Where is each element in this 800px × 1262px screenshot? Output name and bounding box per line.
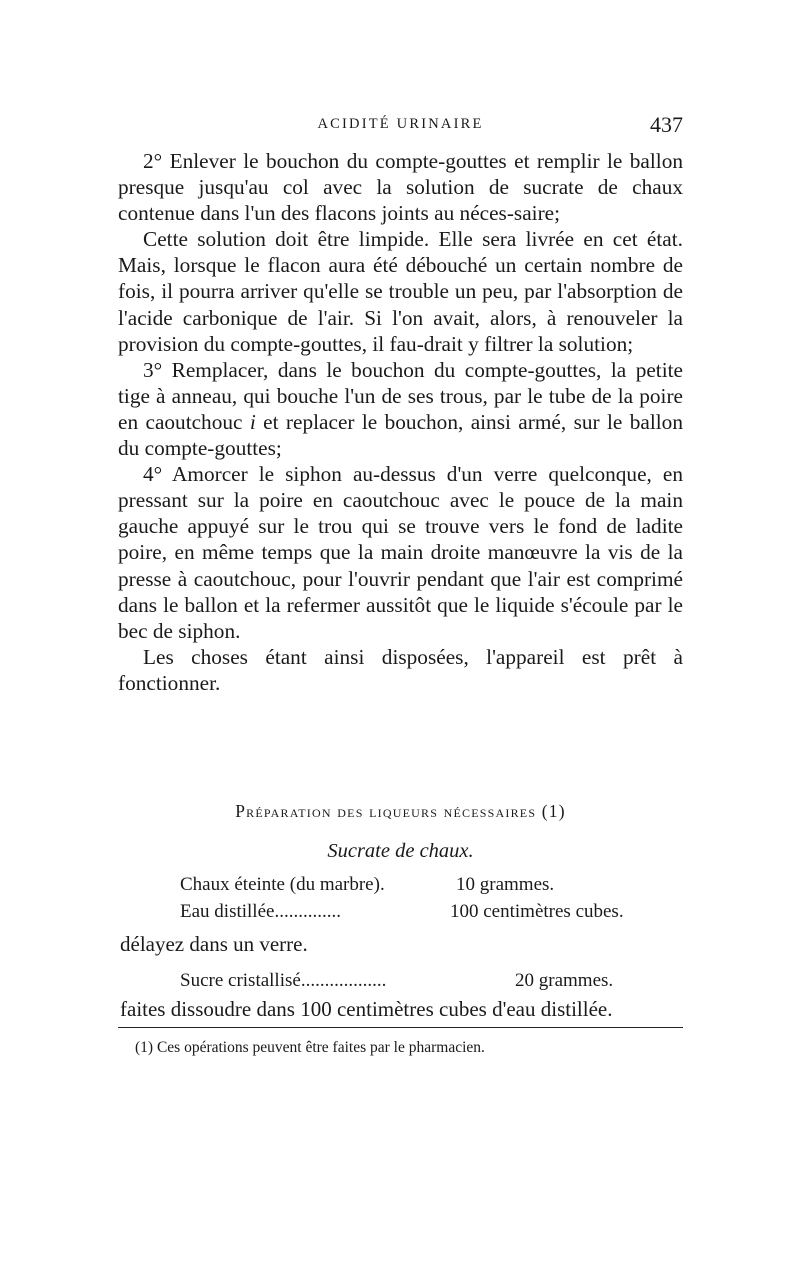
page-number: 437 bbox=[650, 112, 683, 137]
paragraph-solution-note: Cette solution doit être limpide. Elle sera livrée en cet état. Mais, lorsque le flacon aura été débouché un certain nombre de fois, il pourra arriver qu'elle se trouble un peu, par l'absorption de l'acide carbonique de l'air. Si l'on avait, alors, à renouveler la provision du compte-gouttes, il fau-drait y filtrer la solution; bbox=[118, 227, 683, 356]
instruction-dissoudre: faites dissoudre dans 100 centimètres cubes d'eau distillée. bbox=[120, 997, 613, 1021]
recipe-quantity: 100 centimètres cubes. bbox=[450, 901, 624, 922]
paragraph-step-4: 4° Amorcer le siphon au-dessus d'un verre quelconque, en pressant sur la poire en caoutchouc avec le pouce de la main gauche appuyé sur le trou qui se trouve vers le fond de ladite poire, en même temps que la main droite manœuvre la vis de la presse à caoutchouc, pour l'ouvrir pendant que l'air est comprimé dans le ballon et la refermer aussitôt que le liquide s'écoule par le bec de siphon. bbox=[118, 462, 683, 643]
recipe-ingredient: Chaux éteinte (du marbre). bbox=[180, 874, 385, 895]
paragraph-step-2: 2° Enlever le bouchon du compte-gouttes et remplir le ballon presque jusqu'au col avec la solution de sucrate de chaux contenue dans l'un des flacons joints au néces-saire; bbox=[118, 149, 683, 226]
footnote: (1) Ces opérations peuvent être faites par le pharmacien. bbox=[135, 1039, 485, 1056]
body-text bbox=[118, 148, 683, 696]
italic-letter-i: i bbox=[249, 409, 256, 434]
preparation-section bbox=[118, 795, 683, 865]
running-title: ACIDITÉ URINAIRE bbox=[317, 116, 484, 132]
page-header bbox=[118, 112, 683, 142]
instruction-delayez: délayez dans un verre. bbox=[120, 932, 308, 956]
section-heading: Préparation des liqueurs nécessaires (1) bbox=[235, 801, 566, 821]
footnote-rule bbox=[118, 1027, 683, 1028]
paragraph-step-3 bbox=[118, 357, 683, 461]
recipe-line bbox=[180, 899, 341, 925]
recipe-ingredient: Eau distillée.............. bbox=[180, 901, 341, 922]
recipe-quantity: 10 grammes. bbox=[456, 874, 555, 895]
recipe-line bbox=[180, 872, 385, 898]
paragraph-ready: Les choses étant ainsi disposées, l'appareil est prêt à fonctionner. bbox=[118, 644, 683, 695]
step-3-text-b: et replacer le bouchon, ainsi armé, sur le ballon du compte-gouttes; bbox=[118, 409, 683, 461]
recipe-ingredient: Sucre cristallisé.................. bbox=[180, 970, 387, 991]
recipe-line bbox=[180, 968, 386, 994]
recipe-quantity: 20 grammes. bbox=[515, 970, 614, 991]
step-3-text-a: 3° Remplacer, dans le bouchon du compte-gouttes, la petite tige à anneau, qui bouche l'un de ses trous, par le tube de la poire en caoutchouc bbox=[118, 357, 683, 434]
section-subheading: Sucrate de chaux. bbox=[327, 840, 474, 862]
